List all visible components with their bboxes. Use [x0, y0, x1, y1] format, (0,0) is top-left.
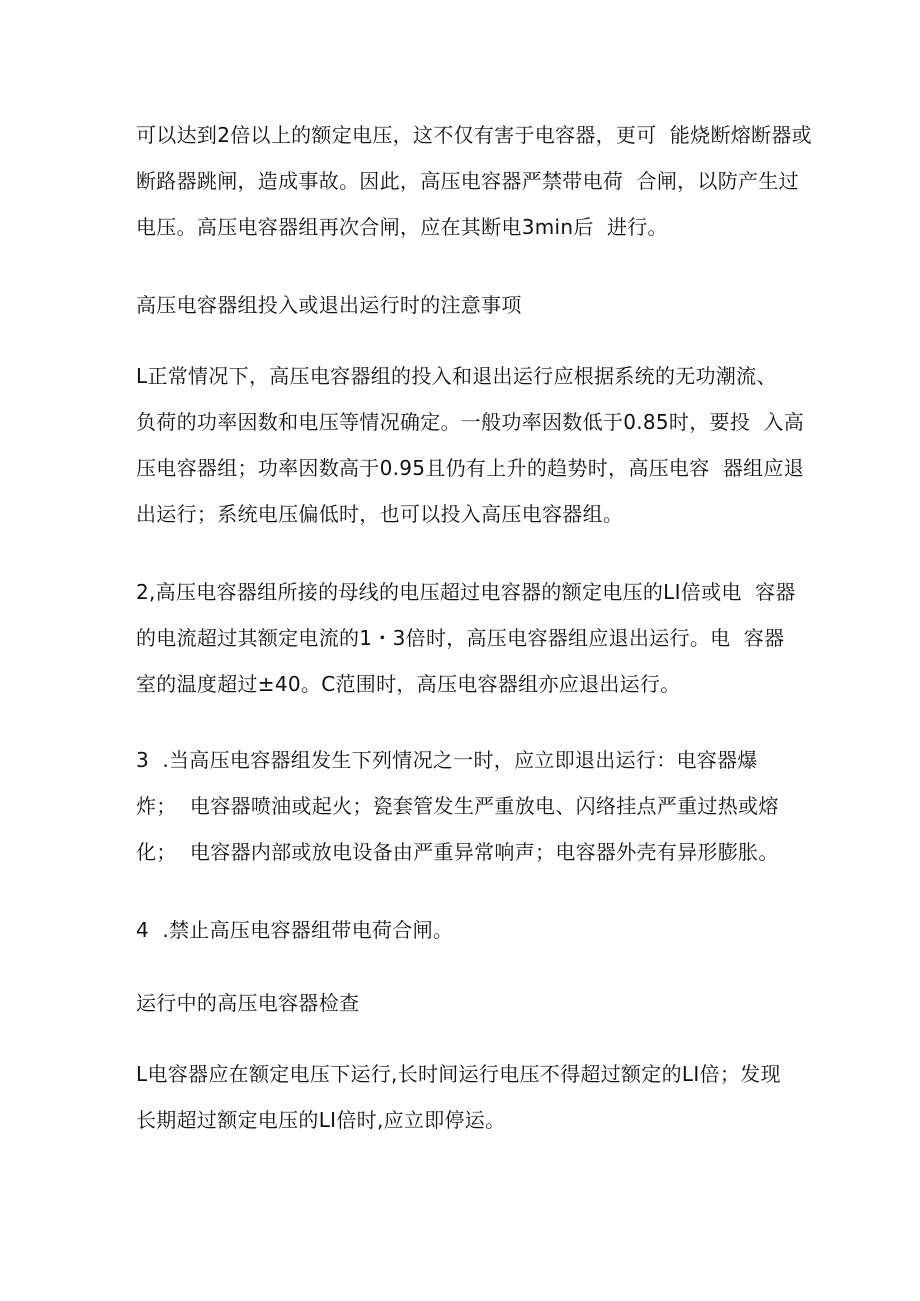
- text-line: 的电流超过其额定电流的1・3倍时，高压电容器组应退出运行。电 容器: [136, 626, 785, 650]
- section-heading: 运行中的高压电容器检查: [136, 991, 360, 1015]
- text-line: 出运行；系统电压偏低时，也可以投入高压电容器组。: [136, 502, 624, 526]
- section-heading-operation-inspection: [136, 980, 796, 1026]
- text-line: 负荷的功率因数和电压等情况确定。一般功率因数低于0.85时，要投 入高: [136, 410, 805, 434]
- text-line: 2,高压电容器组所接的母线的电压超过电容器的额定电压的LI倍或电 容器: [136, 580, 796, 604]
- text-line: 长期超过额定电压的LI倍时,应立即停运。: [136, 1108, 506, 1132]
- text-line: 炸； 电容器喷油或起火；瓷套管发生严重放电、闪络挂点严重过热或熔: [136, 794, 779, 818]
- text-line: 断路器跳闸，造成事故。因此，高压电容器严禁带电荷 合闸，以防产生过: [136, 169, 799, 193]
- text-line: 可以达到2倍以上的额定电压，这不仅有害于电容器，更可 能烧断熔断器或: [136, 123, 812, 147]
- text-line: L电容器应在额定电压下运行,长时间运行电压不得超过额定的LI倍；发现: [136, 1062, 781, 1086]
- paragraph-overvoltage: [136, 112, 812, 250]
- list-item-4: [136, 907, 796, 953]
- list-item-3: [136, 737, 796, 875]
- section-heading-switching-precautions: [136, 282, 796, 328]
- list-item-2: [136, 569, 796, 707]
- text-line: 4 .禁止高压电容器组带电荷合闸。: [136, 918, 454, 942]
- text-line: 3 .当高压电容器组发生下列情况之一时，应立即退出运行：电容器爆: [136, 748, 758, 772]
- text-line: L正常情况下，高压电容器组的投入和退出运行应根据系统的无功潮流、: [136, 364, 777, 388]
- text-line: 电压。高压电容器组再次合闸，应在其断电3min后 进行。: [136, 215, 668, 239]
- text-line: 化； 电容器内部或放电设备由严重异常响声；电容器外壳有异形膨胀。: [136, 840, 779, 864]
- list-item-5: [136, 1051, 796, 1143]
- text-line: 室的温度超过±40。C范围时，高压电容器组亦应退出运行。: [136, 672, 681, 696]
- list-item-1: [136, 353, 805, 537]
- section-heading: 高压电容器组投入或退出运行时的注意事项: [136, 293, 522, 317]
- text-line: 压电容器组；功率因数高于0.95且仍有上升的趋势时，高压电容 器组应退: [136, 456, 805, 480]
